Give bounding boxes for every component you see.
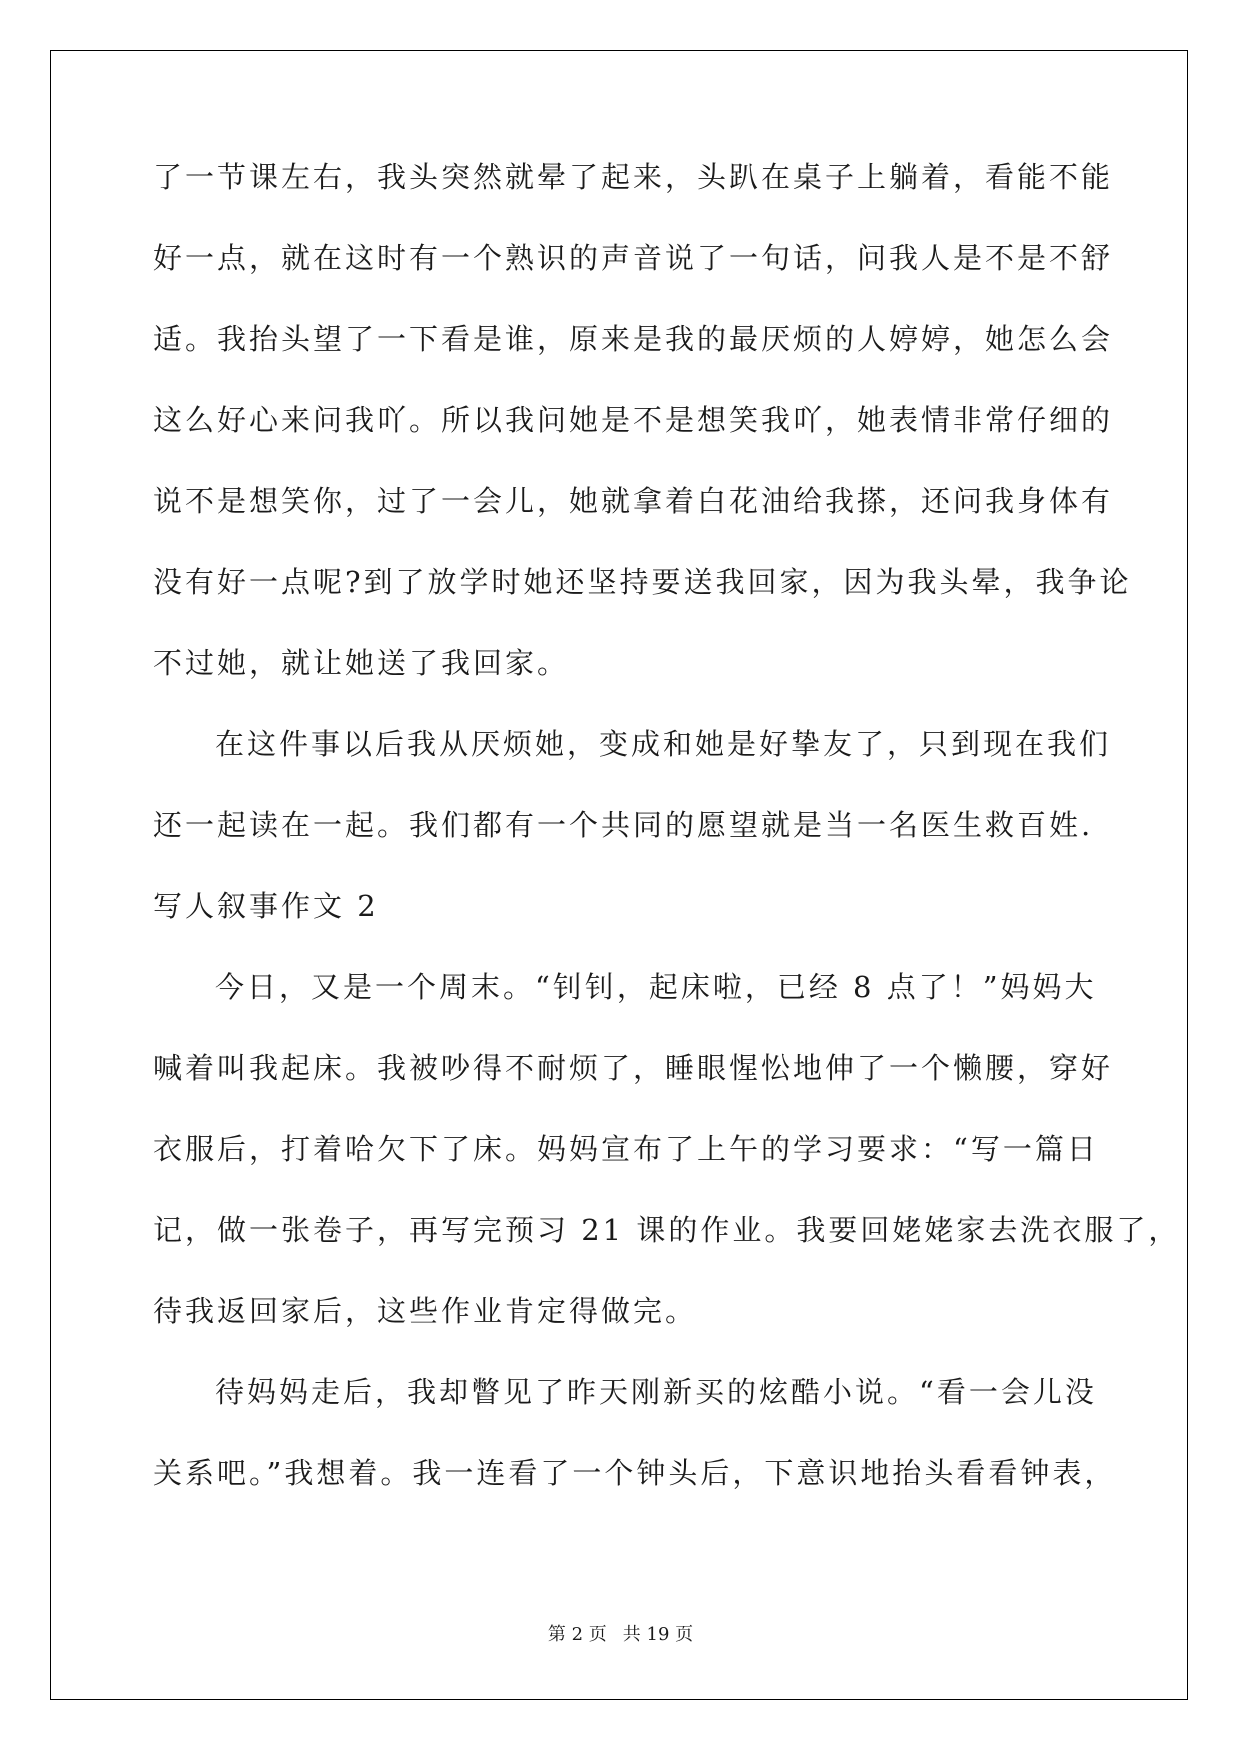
text-line: 关系吧。”我想着。我一连看了一个钟头后，下意识地抬头看看钟表，	[153, 1456, 1117, 1490]
text-line: 说不是想笑你，过了一会儿，她就拿着白花油给我搽，还问我身体有	[153, 484, 1114, 518]
text-line: 衣服后，打着哈欠下了床。妈妈宣布了上午的学习要求：“写一篇日	[153, 1132, 1099, 1166]
page-total: 共 19 页	[622, 1624, 694, 1645]
text-line: 这么好心来问我吖。所以我问她是不是想笑我吖，她表情非常仔细的	[153, 403, 1114, 437]
document-body	[153, 160, 1181, 1537]
text-line: 喊着叫我起床。我被吵得不耐烦了，睡眼惺忪地伸了一个懒腰，穿好	[153, 1051, 1114, 1085]
text-line: 记，做一张卷子，再写完预习 21 课的作业。我要回姥姥家去洗衣服了，	[153, 1213, 1181, 1247]
text-line: 还一起读在一起。我们都有一个共同的愿望就是当一名医生救百姓.	[153, 808, 1094, 842]
section-heading: 写人叙事作文 2	[153, 889, 379, 923]
paragraph-start-line: 今日，又是一个周末。“钊钊，起床啦，已经 8 点了！”妈妈大	[215, 970, 1097, 1004]
paragraph-start-line: 待妈妈走后，我却瞥见了昨天刚新买的炫酷小说。“看一会儿没	[215, 1375, 1097, 1409]
text-line: 没有好一点呢?到了放学时她还坚持要送我回家，因为我头晕，我争论	[153, 565, 1132, 599]
text-line: 待我返回家后，这些作业肯定得做完。	[153, 1294, 698, 1328]
page-number: 第 2 页	[547, 1624, 607, 1645]
text-line: 适。我抬头望了一下看是谁，原来是我的最厌烦的人婷婷，她怎么会	[153, 322, 1114, 356]
text-line: 好一点，就在这时有一个熟识的声音说了一句话，问我人是不是不舒	[153, 241, 1114, 275]
paragraph-start-line: 在这件事以后我从厌烦她，变成和她是好挚友了，只到现在我们	[215, 727, 1112, 761]
text-line: 了一节课左右，我头突然就晕了起来，头趴在桌子上躺着，看能不能	[153, 160, 1114, 194]
text-line: 不过她，就让她送了我回家。	[153, 646, 570, 680]
page-footer	[0, 1620, 1241, 1646]
